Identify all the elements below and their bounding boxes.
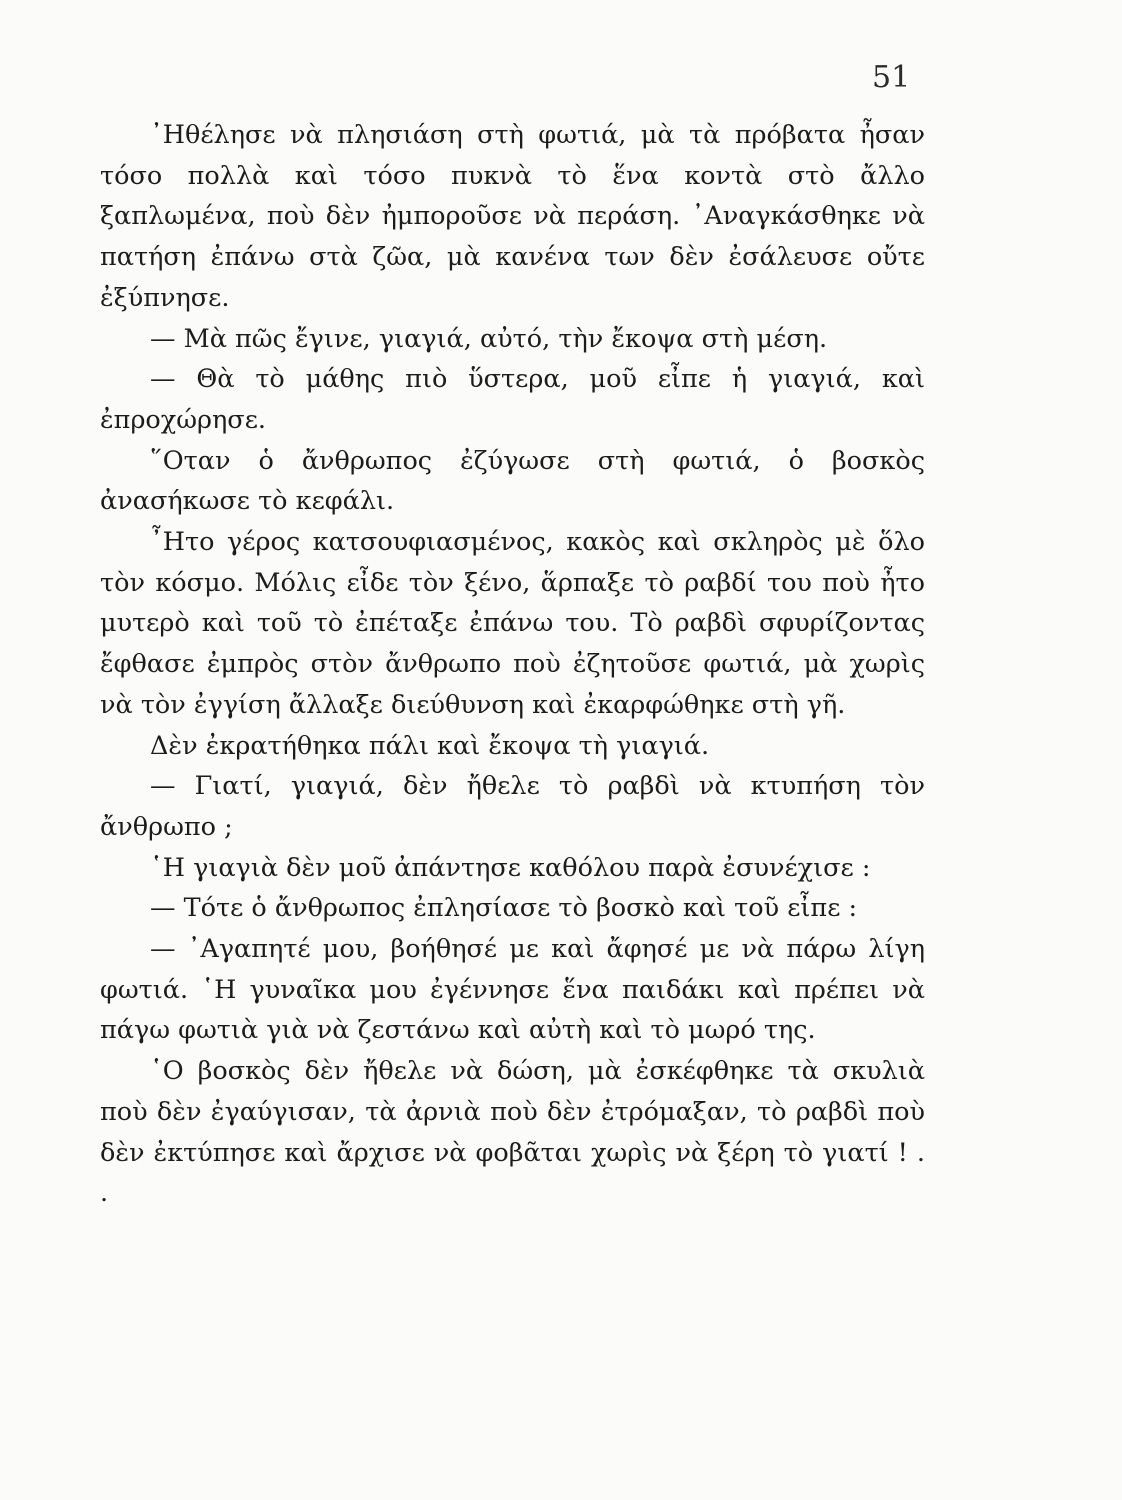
paragraph: ῏Ητο γέρος κατσουφιασμένος, κακὸς καὶ σκληρὸς μὲ ὅλο τὸν κόσμο. Μόλις εἶδε τὸν ξένο, ἅρπαξε τὸ ραβδί του ποὺ ἦτο μυτερὸ καὶ τοῦ τὸ ἐπέταξε ἐπάνω του. Τὸ ραβδὶ σφυρίζοντας ἔφθασε ἐμπρὸς στὸν ἄνθρωπο ποὺ ἐζητοῦσε φωτιά, μὰ χωρὶς νὰ τὸν ἐγγίση ἄλλαξε διεύθυνση καὶ ἐκαρφώθηκε στὴ γῆ. — [100, 527, 925, 720]
paragraph: — Τότε ὁ ἄνθρωπος ἐπλησίασε τὸ βοσκὸ καὶ τοῦ εἶπε : — [150, 893, 858, 924]
paragraph: Δὲν ἐκρατήθηκα πάλι καὶ ἔκοψα τὴ γιαγιά. — [150, 730, 710, 761]
paragraph: ῾Η γιαγιὰ δὲν μοῦ ἀπάντησε καθόλου παρὰ ἐσυνέχισε : — [150, 852, 871, 883]
paragraph: — Θὰ τὸ μάθης πιὸ ὕστερα, μοῦ εἶπε ἡ γιαγιά, καὶ ἐπροχώρησε. — [100, 364, 925, 435]
body-text — [100, 115, 925, 1214]
paragraph: ᾿Ηθέλησε νὰ πλησιάση στὴ φωτιά, μὰ τὰ πρόβατα ἦσαν τόσο πολλὰ καὶ τόσο πυκνὰ τὸ ἕνα κοντὰ στὸ ἄλλο ξαπλωμένα, ποὺ δὲν ἠμποροῦσε νὰ περάση. ᾿Αναγκάσθηκε νὰ πατήση ἐπάνω στὰ ζῶα, μὰ κανένα των δὲν ἐσάλευσε οὔτε ἐξύπνησε. — [100, 120, 925, 313]
paragraph: — ᾿Αγαπητέ μου, βοήθησέ με καὶ ἄφησέ με νὰ πάρω λίγη φωτιά. ῾Η γυναῖκα μου ἐγέννησε ἕνα παιδάκι καὶ πρέπει νὰ πάγω φωτιὰ γιὰ νὰ ζεστάνω καὶ αὐτὴ καὶ τὸ μωρό της. — [100, 934, 925, 1046]
paragraph: ῞Οταν ὁ ἄνθρωπος ἐζύγωσε στὴ φωτιά, ὁ βοσκὸς ἀνασήκωσε τὸ κεφάλι. — [100, 445, 925, 517]
page-number: 51 — [872, 60, 911, 95]
paragraph: — Μὰ πῶς ἔγινε, γιαγιά, αὐτό, τὴν ἔκοψα στὴ μέση. — [150, 323, 828, 354]
paragraph: — Γιατί, γιαγιά, δὲν ἤθελε τὸ ραβδὶ νὰ κτυπήση τὸν ἄνθρωπο ; — [100, 771, 925, 842]
paragraph: ῾Ο βοσκὸς δὲν ἤθελε νὰ δώση, μὰ ἐσκέφθηκε τὰ σκυλιὰ ποὺ δὲν ἐγαύγισαν, τὰ ἀρνιὰ ποὺ δὲν ἐτρόμαξαν, τὸ ραβδὶ ποὺ δὲν ἐκτύπησε καὶ ἄρχισε νὰ φοβᾶται χωρὶς νὰ ξέρη τὸ γιατί ! . . — [100, 1056, 925, 1209]
